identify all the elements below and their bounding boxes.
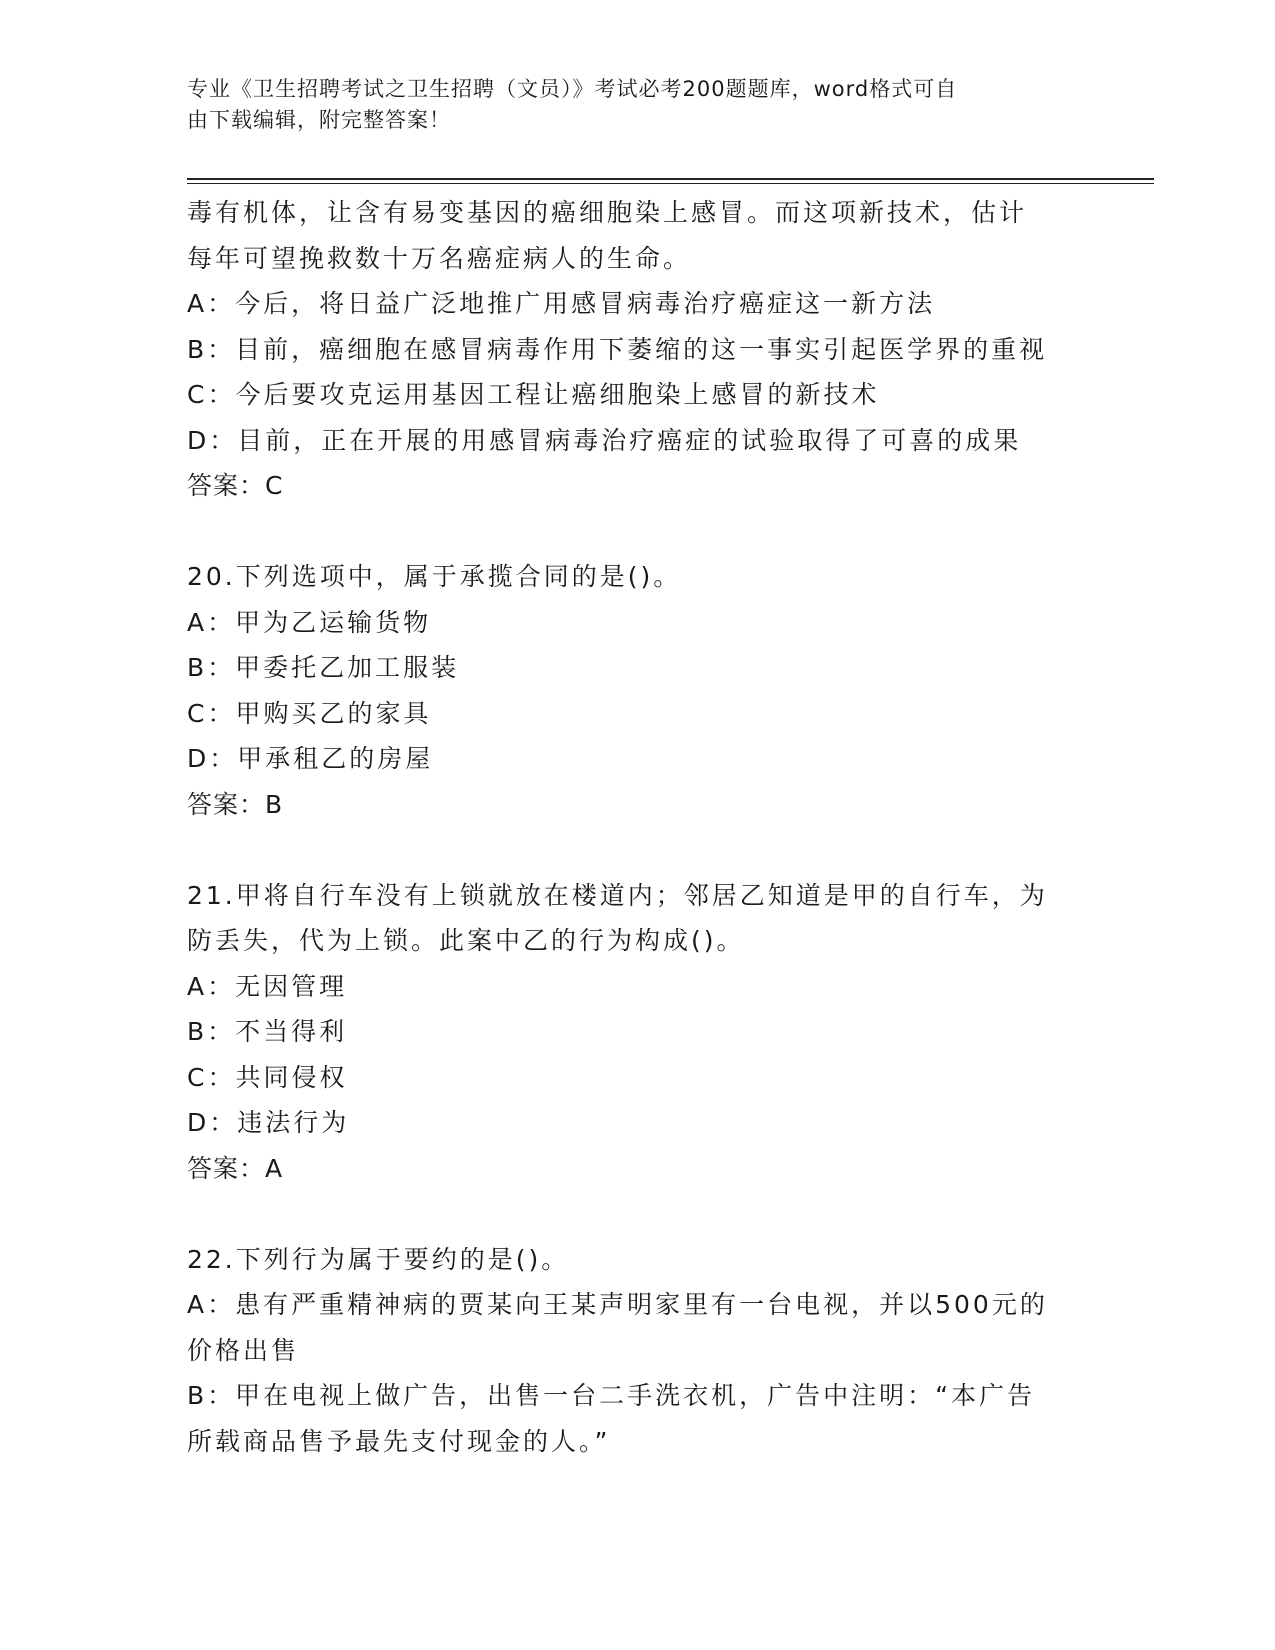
question-22 — [187, 1237, 1087, 1465]
answer-label: 答案：A — [187, 1153, 284, 1183]
option-d: D：目前，正在开展的用感冒病毒治疗癌症的试验取得了可喜的成果 — [187, 425, 1022, 455]
option-a-continuation: 价格出售 — [187, 1335, 300, 1365]
question-stem-line: 21.甲将自行车没有上锁就放在楼道内；邻居乙知道是甲的自行车，为 — [187, 880, 1048, 910]
question-stem: 20.下列选项中，属于承揽合同的是()。 — [187, 562, 682, 591]
question-stem-line: 每年可望挽救数十万名癌症病人的生命。 — [187, 243, 692, 273]
header-divider-thick — [187, 178, 1154, 180]
answer-label: 答案：C — [187, 471, 284, 500]
option-a: A：今后，将日益广泛地推广用感冒病毒治疗癌症这一新方法 — [187, 289, 936, 318]
question-19 — [187, 190, 1087, 509]
question-21 — [187, 873, 1087, 1192]
option-b: B：甲委托乙加工服装 — [187, 653, 460, 682]
option-a: A：无因管理 — [187, 971, 348, 1001]
option-c: C：今后要攻克运用基因工程让癌细胞染上感冒的新技术 — [187, 380, 880, 409]
option-b: B：甲在电视上做广告，出售一台二手洗衣机，广告中注明：“本广告 — [187, 1381, 1036, 1410]
option-a: A：甲为乙运输货物 — [187, 607, 432, 637]
option-b-continuation: 所载商品售予最先支付现金的人。” — [187, 1426, 611, 1456]
question-20 — [187, 554, 1087, 827]
spacer — [187, 1191, 1087, 1237]
header-divider-thin — [187, 183, 1154, 184]
option-d: D：甲承租乙的房屋 — [187, 744, 434, 773]
question-stem-line: 防丢失，代为上锁。此案中乙的行为构成()。 — [187, 926, 745, 955]
document-header — [187, 74, 1067, 136]
question-stem-line: 毒有机体，让含有易变基因的癌细胞染上感冒。而这项新技术，估计 — [187, 198, 1028, 227]
answer-label: 答案：B — [187, 789, 284, 819]
option-c: C：共同侵权 — [187, 1062, 348, 1092]
spacer — [187, 509, 1087, 555]
option-b: B：不当得利 — [187, 1017, 348, 1046]
option-a: A：患有严重精神病的贾某向王某声明家里有一台电视，并以500元的 — [187, 1290, 1048, 1319]
option-c: C：甲购买乙的家具 — [187, 698, 432, 728]
header-line-2: 由下载编辑，附完整答案！ — [187, 108, 451, 132]
option-b: B：目前，癌细胞在感冒病毒作用下萎缩的这一事实引起医学界的重视 — [187, 334, 1048, 364]
document-body — [187, 190, 1087, 1464]
question-stem: 22.下列行为属于要约的是()。 — [187, 1244, 570, 1274]
spacer — [187, 827, 1087, 873]
option-d: D：违法行为 — [187, 1108, 350, 1137]
header-line-1: 专业《卫生招聘考试之卫生招聘（文员）》考试必考200题题库，word格式可自 — [187, 77, 958, 101]
